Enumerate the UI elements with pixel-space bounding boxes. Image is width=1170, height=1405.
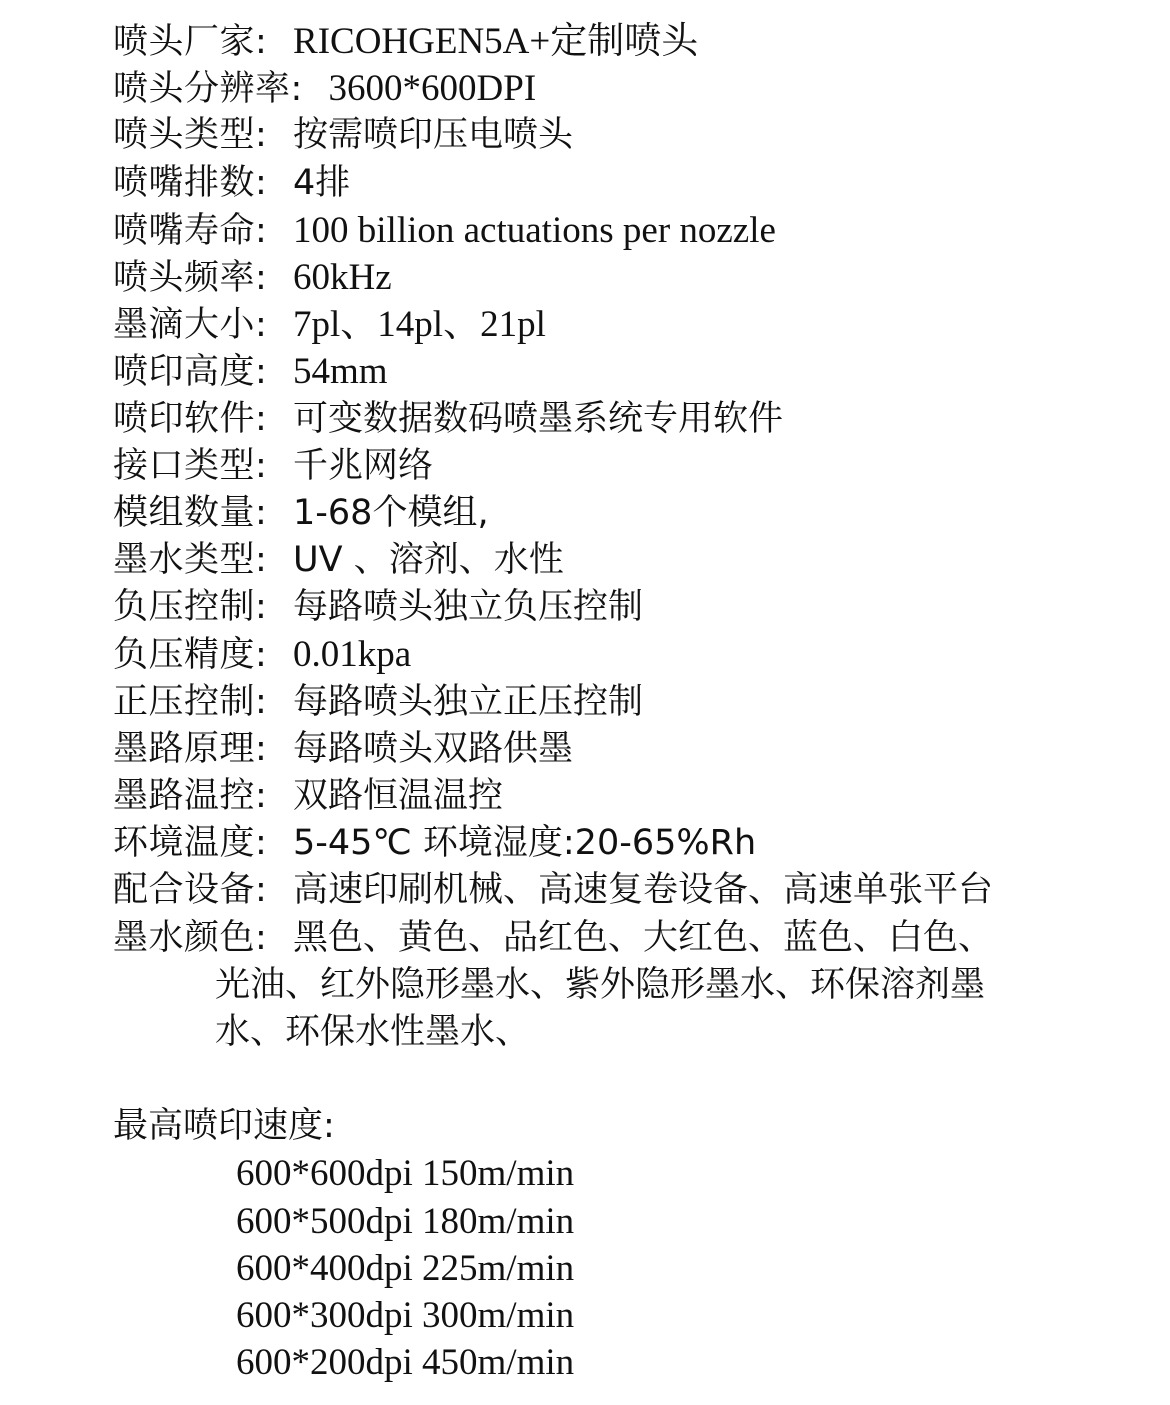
spec-label: 模组数量: [113, 492, 256, 533]
speed-row: 600*300dpi 300m/min: [236, 1294, 575, 1336]
speed-row: 600*400dpi 225m/min: [236, 1247, 575, 1289]
spec-label: 喷印高度: [113, 352, 256, 393]
spec-label: 接口类型: [113, 445, 256, 486]
spec-value: 可变数据数码喷墨系统专用软件: [293, 398, 784, 439]
spec-row: [113, 348, 1123, 395]
spec-colon: :: [255, 587, 267, 628]
spec-row: [113, 726, 1123, 773]
spec-colon: :: [255, 398, 267, 439]
spec-value: 双路恒温温控: [293, 776, 504, 816]
spec-row: [113, 490, 1123, 537]
speed-row: 600*500dpi 180m/min: [236, 1200, 575, 1242]
speed-list: [113, 1150, 1123, 1386]
spec-label: 墨路原理: [113, 728, 256, 769]
spec-label: 墨水颜色: [113, 917, 256, 958]
spec-value-continued: 光油、红外隐形墨水、紫外隐形墨水、环保溶剂墨: [215, 964, 986, 1005]
spec-row: [113, 207, 1123, 254]
spec-value: RICOHGEN5A+定制喷头: [293, 21, 699, 62]
spec-label: 负压控制: [113, 587, 256, 628]
spec-value: 3600*600DPI: [328, 68, 537, 110]
spec-row: [113, 679, 1123, 726]
spec-row: [113, 18, 1123, 65]
spec-value: UV 、溶剂、水性: [293, 540, 564, 581]
spec-value: 5-45℃ 环境湿度:20-65%Rh: [293, 823, 757, 864]
spec-colon: :: [255, 728, 267, 769]
spec-colon: :: [255, 162, 267, 203]
spec-row: [113, 301, 1123, 348]
spec-value: 100 billion actuations per nozzle: [293, 209, 776, 251]
spec-colon: :: [290, 69, 303, 110]
spec-label: 墨路温控: [113, 776, 256, 816]
spec-label: 负压精度: [113, 635, 256, 676]
spec-label: 喷嘴排数: [113, 162, 256, 203]
spec-list: [113, 18, 1123, 915]
spec-row: [113, 65, 1123, 112]
spec-row: [113, 160, 1123, 207]
spec-value-continued: 水、环保水性墨水、: [215, 1011, 531, 1052]
spec-value: 每路喷头独立负压控制: [293, 587, 644, 628]
spec-row: [113, 254, 1123, 301]
spacer: [113, 1056, 1123, 1103]
spec-row: [113, 867, 1123, 914]
spec-row: [113, 443, 1123, 490]
spec-colon: :: [255, 917, 267, 958]
spec-value: 每路喷头独立正压控制: [293, 681, 644, 722]
spec-row: [113, 820, 1123, 867]
spec-colon: :: [255, 492, 267, 533]
spec-colon: :: [255, 22, 267, 62]
spec-label: 喷印软件: [113, 398, 256, 439]
spec-colon: :: [255, 115, 267, 156]
spec-value: 1-68个模组,: [293, 492, 489, 533]
spec-value: 7pl、14pl、21pl: [293, 304, 546, 346]
speed-row: 600*200dpi 450m/min: [236, 1342, 575, 1384]
spec-value: 黑色、黄色、品红色、大红色、蓝色、白色、: [293, 917, 994, 958]
spec-colon: :: [255, 445, 267, 486]
spec-value: 4排: [293, 162, 351, 203]
spec-label: 配合设备: [113, 870, 256, 911]
spec-row: [113, 631, 1123, 678]
spec-colon: :: [255, 210, 267, 251]
spec-document: [113, 18, 1123, 1386]
spec-value: 按需喷印压电喷头: [293, 115, 574, 156]
speed-title: 最高喷印速度:: [113, 1106, 335, 1147]
spec-row: [113, 537, 1123, 584]
spec-label: 喷嘴寿命: [113, 210, 256, 251]
spec-label: 墨水类型: [113, 540, 256, 581]
spec-label: 正压控制: [113, 681, 256, 722]
spec-colon: :: [255, 823, 267, 864]
spec-row-ink-colors: [113, 915, 1123, 1057]
spec-label: 喷头类型: [113, 115, 256, 156]
spec-colon: :: [255, 870, 267, 911]
spec-row: [113, 773, 1123, 820]
spec-value: 54mm: [293, 351, 388, 393]
spec-row: [113, 584, 1123, 631]
spec-value: 每路喷头双路供墨: [293, 728, 574, 769]
spec-label: 墨滴大小: [113, 305, 256, 346]
spec-colon: :: [255, 305, 267, 346]
spec-label: 喷头频率: [113, 257, 256, 298]
spec-value: 0.01kpa: [293, 634, 412, 676]
spec-value: 高速印刷机械、高速复卷设备、高速单张平台: [293, 870, 994, 911]
spec-row: [113, 112, 1123, 159]
spec-label: 环境温度: [113, 823, 256, 864]
spec-value: 千兆网络: [293, 445, 434, 486]
spec-colon: :: [255, 635, 267, 676]
spec-colon: :: [255, 352, 267, 393]
spec-colon: :: [255, 776, 267, 816]
speed-row: 600*600dpi 150m/min: [236, 1153, 575, 1195]
spec-colon: :: [255, 681, 267, 722]
spec-label: 喷头厂家: [113, 22, 256, 62]
spec-label: 喷头分辨率: [113, 69, 291, 110]
spec-row: [113, 396, 1123, 443]
spec-colon: :: [255, 540, 267, 581]
spec-colon: :: [255, 257, 267, 298]
spec-value: 60kHz: [293, 256, 392, 298]
